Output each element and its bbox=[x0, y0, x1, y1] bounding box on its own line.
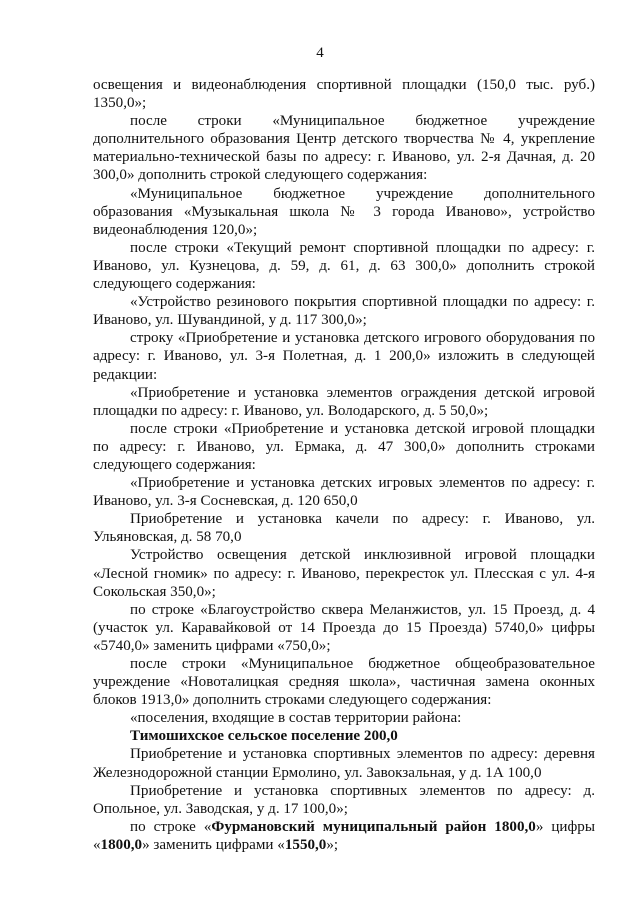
paragraph bbox=[93, 818, 595, 854]
text-fragment: » цифры « bbox=[93, 818, 595, 853]
paragraph: Устройство освещения детской инклюзивной игровой площадки «Лесной гномик» по адресу: г. Иваново, перекресток ул. Плесская с ул. 4-я Сокольская 350,0»; bbox=[93, 547, 595, 600]
paragraph: «Приобретение и установка детских игровых элементов по адресу: г. Иваново, ул. 3-я Сосневская, д. 120 650,0 bbox=[93, 475, 595, 510]
paragraph: после строки «Текущий ремонт спортивной площадки по адресу: г. Иваново, ул. Кузнецова, д. 59, д. 61, д. 63 300,0» дополнить строкой следующего содержания: bbox=[93, 239, 595, 293]
document-body bbox=[93, 76, 595, 854]
text-fragment: » заменить цифрами « bbox=[142, 836, 285, 853]
paragraph: после строки «Муниципальное бюджетное учреждение дополнительного образования Центр детского творчества № 4, укрепление материально-технической базы по адресу: г. Иваново, ул. 2-я Дачная, д. 20 300,0» дополнить строкой следующего содержания: bbox=[93, 113, 595, 184]
paragraph: строку «Приобретение и установка детского игрового оборудования по адресу: г. Иваново, ул. 3-я Полетная, д. 1 200,0» изложить в следующей редакции: bbox=[93, 330, 595, 383]
paragraph: «Устройство резинового покрытия спортивной площадки по адресу: г. Иваново, ул. Шувандиной, у д. 117 300,0»; bbox=[93, 294, 595, 329]
paragraph: «Муниципальное бюджетное учреждение дополнительного образования «Музыкальная школа № 3 города Иваново», устройство видеонаблюдения 120,0»; bbox=[93, 185, 595, 238]
paragraph: «Приобретение и установка элементов ограждения детской игровой площадки по адресу: г. Иваново, ул. Володарского, д. 5 50,0»; bbox=[93, 384, 595, 419]
paragraph: после строки «Муниципальное бюджетное общеобразовательное учреждение «Новоталицкая средняя школа», частичная замена оконных блоков 1913,0» дополнить строками следующего содержания: bbox=[93, 656, 595, 709]
paragraph: освещения и видеонаблюдения спортивной площадки (150,0 тыс. руб.) 1350,0»; bbox=[93, 77, 595, 112]
text-fragment: по строке « bbox=[130, 818, 212, 835]
page-number: 4 bbox=[316, 45, 324, 61]
paragraph: после строки «Приобретение и установка детской игровой площадки по адресу: г. Иваново, ул. Ермака, д. 47 300,0» дополнить строками следующего содержания: bbox=[93, 420, 595, 473]
bold-fragment: 1550,0 bbox=[284, 836, 327, 853]
bold-fragment: 1800,0 bbox=[100, 836, 143, 853]
section-heading: Тимошихское сельское поселение 200,0 bbox=[130, 728, 398, 745]
text-fragment: »; bbox=[326, 836, 339, 853]
paragraph: Приобретение и установка качели по адресу: г. Иваново, ул. Ульяновская, д. 58 70,0 bbox=[93, 511, 595, 546]
paragraph: «поселения, входящие в состав территории района: bbox=[130, 710, 462, 727]
paragraph: по строке «Благоустройство сквера Меланжистов, ул. 15 Проезд, д. 4 (участок ул. Каравайковой от 14 Проезда до 15 Проезда) 5740,0» цифры «5740,0» заменить цифрами «750,0»; bbox=[93, 601, 595, 654]
bold-fragment: Фурмановский муниципальный район 1800,0 bbox=[211, 818, 536, 835]
paragraph: Приобретение и установка спортивных элементов по адресу: деревня Железнодорожной станции Ермолино, ул. Завокзальная, у д. 1А 100,0 bbox=[93, 746, 595, 781]
paragraph: Приобретение и установка спортивных элементов по адресу: д. Опольное, ул. Заводская, у д. 17 100,0»; bbox=[93, 782, 595, 817]
